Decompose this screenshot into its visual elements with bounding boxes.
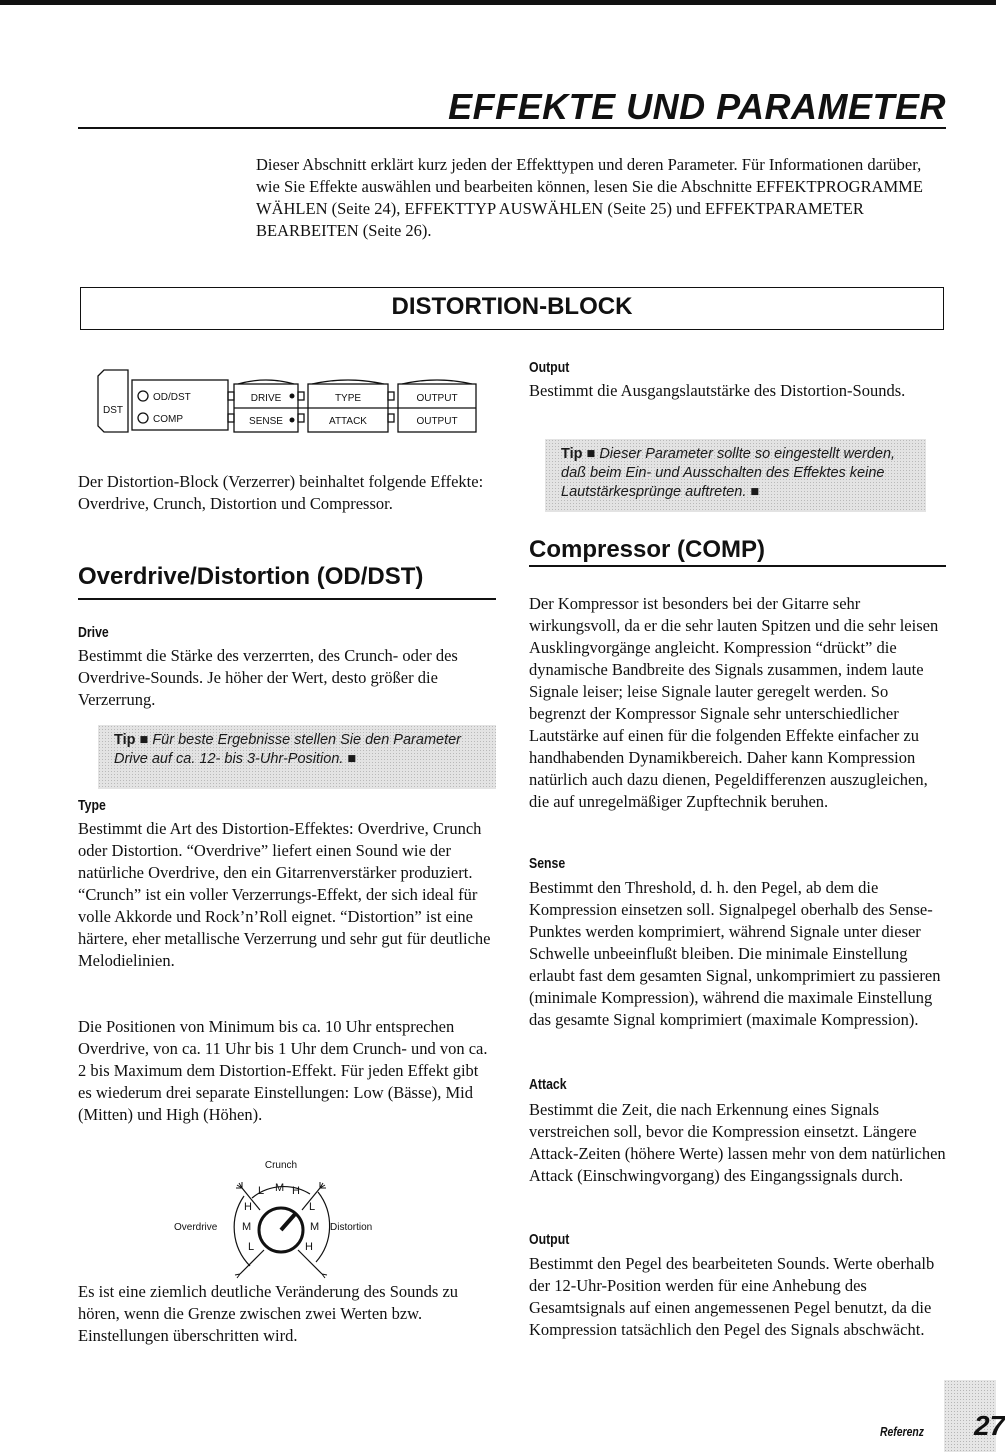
intro-paragraph: Dieser Abschnitt erklärt kurz jeden der Effekttypen und deren Parameter. Für Informationen darüber, wie Sie Effekte auswählen und bearbeiten können, lesen Sie die Abschnitte EFFEKTPROGRAMME WÄHLEN (Seite 24), EFFEKTTYP AUSWÄHLEN (Seite 25) und EFFEKTPARAMETER BEARBEITEN (Seite 26). [256,155,923,240]
drive-paragraph: Bestimmt die Stärke des verzerrten, des Crunch- oder des Overdrive-Sounds. Je höher der Wert, desto größer die Verzerrung. [78,646,458,709]
sense-label: SENSE [249,416,283,427]
top-rule [0,0,996,5]
sense-heading: Sense [529,855,566,872]
type-knob-illustration [172,1158,387,1273]
od-dst-heading: Overdrive/Distortion (OD/DST) [78,563,424,590]
od-dst-heading-rule [78,598,496,600]
output-tip-box [545,439,926,512]
drive-tip-box [98,725,496,789]
type-label: TYPE [334,393,362,404]
attack-paragraph: Bestimmt die Zeit, die nach Erkennung eines Signals verstreichen soll, bevor die Kompression einsetzt. Längere Attack-Zeiten (höhere Werte) lassen mehr von dem natürlichen Attack (Einschwingvorgang) des Eingangssignals durch. [529,1100,946,1185]
output-heading-1: Output [529,359,570,376]
svg-text:H: H [244,1201,252,1213]
title-rule [78,127,946,129]
output-label-1: OUTPUT [416,393,458,404]
compressor-heading: Compressor (COMP) [529,536,766,563]
output-tip-label: Tip ■ [561,446,596,462]
od-dst-indicator-icon [138,391,148,401]
svg-text:H: H [305,1241,313,1253]
svg-text:M: M [310,1221,320,1233]
type-paragraph-2: Die Positionen von Minimum bis ca. 10 Uhr entsprechen Overdrive, von ca. 11 Uhr bis 1 Uhr dem Crunch- und von ca. 2 bis Maximum dem Distortion-Effekt. Für jeden Effekt gibt es wiederum drei separate Einstellungen: Low (Bässe), Mid (Mitten) und High (Höhen). [78,1017,488,1124]
svg-text:L: L [248,1241,255,1253]
distortion-block-diagram [96,366,481,438]
type-paragraph-3: Es ist eine ziemlich deutliche Veränderung des Sounds zu hören, wenn die Grenze zwischen zwei Werten bzw. Einstellungen überschritten wird. [78,1282,459,1345]
footer-section-label: Referenz [880,1424,924,1439]
drive-tip-label: Tip ■ [114,732,149,748]
sense-knob-marker-icon [290,418,295,423]
drive-tip-text: Für beste Ergebnisse stellen Sie den Parameter Drive auf ca. 12- bis 3-Uhr-Position. ■ [114,732,462,767]
sense-paragraph: Bestimmt den Threshold, d. h. den Pegel, ab dem die Kompression einsetzen soll. Signalpegel oberhalb des Sense-Punktes werden komprimiert, während Signale unter dieser Schwelle unbeeinflußt bleiben. Die minimale Einstellung erlaubt fast dem gesamten Signal, unkomprimiert zu passieren (minimale Kompression), während die maximale Einstellung das gesamte Signal komprimiert (maximale Kompression). [529,878,941,1029]
page-title: EFFEKTE UND PARAMETER [448,86,946,127]
svg-text:L: L [258,1185,265,1197]
svg-text:L: L [309,1201,316,1213]
type-heading: Type [78,797,106,814]
attack-heading: Attack [529,1076,567,1093]
od-dst-label: OD/DST [153,392,191,403]
comp-indicator-icon [138,413,148,423]
page-number: 27 [974,1410,1005,1441]
drive-heading: Drive [78,624,109,641]
knob-overdrive-label: Overdrive [174,1222,218,1233]
dst-label: DST [103,405,123,416]
output-tip-text: Dieser Parameter sollte so eingestellt werden, daß beim Ein- und Ausschalten des Effektes keine Lautstärkesprünge auftreten. ■ [561,446,896,500]
block-intro-paragraph: Der Distortion-Block (Verzerrer) beinhaltet folgende Effekte: Overdrive, Crunch, Distortion und Compressor. [78,472,484,513]
attack-label: ATTACK [329,416,367,427]
drive-label: DRIVE [250,393,282,404]
knob-crunch-label: Crunch [264,1160,298,1171]
dst-tag-shape [98,370,128,432]
svg-text:H: H [292,1185,300,1197]
svg-text:M: M [242,1221,252,1233]
output-paragraph-1: Bestimmt die Ausgangslautstärke des Distortion-Sounds. [529,381,906,400]
compressor-heading-rule [529,565,946,567]
block-title: DISTORTION-BLOCK [391,293,633,320]
compressor-intro-paragraph: Der Kompressor ist besonders bei der Gitarre sehr wirkungsvoll, da er die sehr lauten Spitzen und die sehr leisen Ausklingvorgänge angleicht. Kompression “drückt” die dynamische Bandbreite des Signals zusammen, indem laute Signale leiser; leise Signale lauter geregelt werden. So begrenzt der Kompressor Signale sehr unterschiedlicher Lautstärke auf einen für die folgenden Effekte einfacher zu handhabenden Dynamikbereich. Daher kann Kompression natürlich auch dazu dienen, Pegeldifferenzen auszugleichen, die auf unregelmäßiger Zupftechnik beruhen. [529,594,939,811]
svg-text:M: M [275,1182,285,1194]
output-paragraph-2: Bestimmt den Pegel des bearbeiteten Sounds. Werte oberhalb der 12-Uhr-Position werden für eine Anhebung des Gesamtsignals auf einen angemessenen Pegel benutzt, da die Kompression tatsächlich den Pegel des Signals abschwächt. [529,1254,935,1339]
type-paragraph-1: Bestimmt die Art des Distortion-Effektes: Overdrive, Crunch oder Distortion. “Overdrive” liefert einen Sound wie der natürliche Overdrive, den ein Gitarrenverstärker produziert. “Crunch” ist ein voller Verzerrungs-Effekt, der sich ideal für volle Akkorde und Rock’n’Roll eignet. “Distortion” ist eine härtere, eher metallische Verzerrung und sehr gut für deutliche Melodielinien. [78,819,491,970]
drive-knob-marker-icon [290,394,295,399]
knob-distortion-label: Distortion [330,1222,373,1233]
comp-label: COMP [153,414,183,425]
output-heading-2: Output [529,1231,570,1248]
output-label-2: OUTPUT [416,416,458,427]
